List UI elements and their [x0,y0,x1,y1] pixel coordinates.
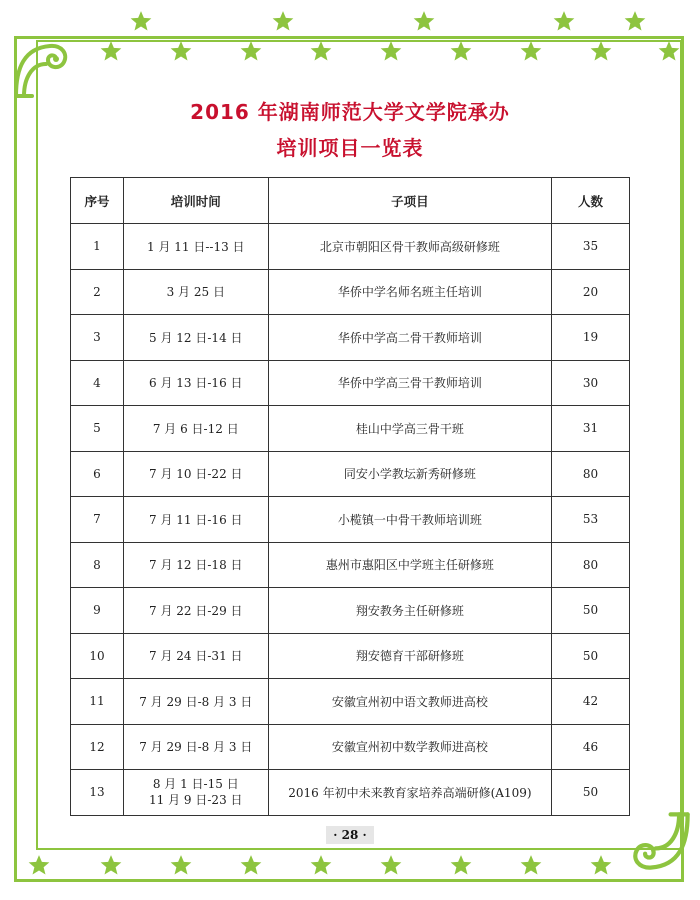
cell-no: 10 [71,633,124,679]
cell-count: 53 [552,497,630,543]
cell-no: 11 [71,679,124,725]
cell-project: 北京市朝阳区骨干教师高级研修班 [268,224,551,270]
star-icon [310,40,332,62]
cell-count: 46 [552,724,630,770]
cell-no: 2 [71,269,124,315]
cell-count: 80 [552,451,630,497]
cell-no: 8 [71,542,124,588]
top-star-row [0,10,700,40]
cell-no: 1 [71,224,124,270]
cell-project: 华侨中学高二骨干教师培训 [268,315,551,361]
cell-time: 7 月 24 日-31 日 [123,633,268,679]
cell-project: 2016 年初中未来教育家培养高端研修(A109) [268,770,551,816]
table-row [71,633,630,679]
table-row [71,770,630,816]
cell-no: 6 [71,451,124,497]
star-icon [240,40,262,62]
star-icon [310,854,332,876]
star-icon [170,40,192,62]
cell-time: 7 月 10 日-22 日 [123,451,268,497]
cell-count: 50 [552,588,630,634]
star-icon [590,854,612,876]
star-icon [520,854,542,876]
bottom-star-row [0,854,700,884]
table-row [71,269,630,315]
star-icon [170,854,192,876]
cell-time-line1: 8 月 1 日-15 日 [152,777,239,792]
star-icon [450,40,472,62]
page-number: · 28 · [326,826,374,844]
cell-no: 3 [71,315,124,361]
cell-project: 翔安德育干部研修班 [268,633,551,679]
cell-count: 30 [552,360,630,406]
cell-time: 7 月 29 日-8 月 3 日 [123,724,268,770]
star-icon [413,10,435,32]
cell-count: 42 [552,679,630,725]
cell-time: 7 月 12 日-18 日 [123,542,268,588]
cell-project: 小榄镇一中骨干教师培训班 [268,497,551,543]
cell-project: 安徽宣州初中语文教师进高校 [268,679,551,725]
table-row [71,360,630,406]
cell-no: 7 [71,497,124,543]
cell-count: 20 [552,269,630,315]
cell-time: 7 月 22 日-29 日 [123,588,268,634]
star-icon [100,40,122,62]
header-headcount: 人数 [552,178,630,224]
cell-no: 13 [71,770,124,816]
star-icon [450,854,472,876]
table-row [71,497,630,543]
cell-time: 7 月 29 日-8 月 3 日 [123,679,268,725]
cell-count: 50 [552,770,630,816]
cell-no: 12 [71,724,124,770]
cell-time: 3 月 25 日 [123,269,268,315]
second-star-row [0,40,700,70]
star-icon [380,854,402,876]
cell-time: 6 月 13 日-16 日 [123,360,268,406]
cell-time: 1 月 11 日--13 日 [123,224,268,270]
star-icon [240,854,262,876]
cell-project: 翔安教务主任研修班 [268,588,551,634]
cell-project: 华侨中学高三骨干教师培训 [268,360,551,406]
star-icon [272,10,294,32]
star-icon [553,10,575,32]
page-title-line2: 培训项目一览表 [276,136,424,160]
header-sub-project: 子项目 [268,178,551,224]
cell-time: 5 月 12 日-14 日 [123,315,268,361]
star-icon [28,854,50,876]
cell-count: 80 [552,542,630,588]
cell-project: 华侨中学名师名班主任培训 [268,269,551,315]
cell-count: 35 [552,224,630,270]
star-icon [130,10,152,32]
table-row [71,315,630,361]
cell-no: 5 [71,406,124,452]
table-row [71,451,630,497]
training-projects-table [70,177,630,816]
cell-project: 惠州市惠阳区中学班主任研修班 [268,542,551,588]
cell-project: 安徽宣州初中数学教师进高校 [268,724,551,770]
header-serial-no: 序号 [71,178,124,224]
table-row [71,542,630,588]
table-row [71,588,630,634]
cell-project: 同安小学教坛新秀研修班 [268,451,551,497]
table-row [71,679,630,725]
scroll-ornament-icon [10,38,74,102]
cell-time-line2: 11 月 9 日-23 日 [149,793,243,808]
cell-count: 19 [552,315,630,361]
table-header-row [71,178,630,224]
cell-time: 7 月 6 日-12 日 [123,406,268,452]
table-row [71,406,630,452]
star-icon [520,40,542,62]
star-icon [380,40,402,62]
cell-time: 7 月 11 日-16 日 [123,497,268,543]
cell-no: 9 [71,588,124,634]
cell-time [123,770,268,816]
header-training-time: 培训时间 [123,178,268,224]
scroll-ornament-icon [626,808,694,876]
star-icon [100,854,122,876]
table-row [71,224,630,270]
cell-project: 桂山中学高三骨干班 [268,406,551,452]
cell-count: 31 [552,406,630,452]
star-icon [658,40,680,62]
star-icon [590,40,612,62]
table-row [71,724,630,770]
page-title-line1: 2016 年湖南师范大学文学院承办 [190,100,510,124]
star-icon [624,10,646,32]
cell-count: 50 [552,633,630,679]
cell-no: 4 [71,360,124,406]
